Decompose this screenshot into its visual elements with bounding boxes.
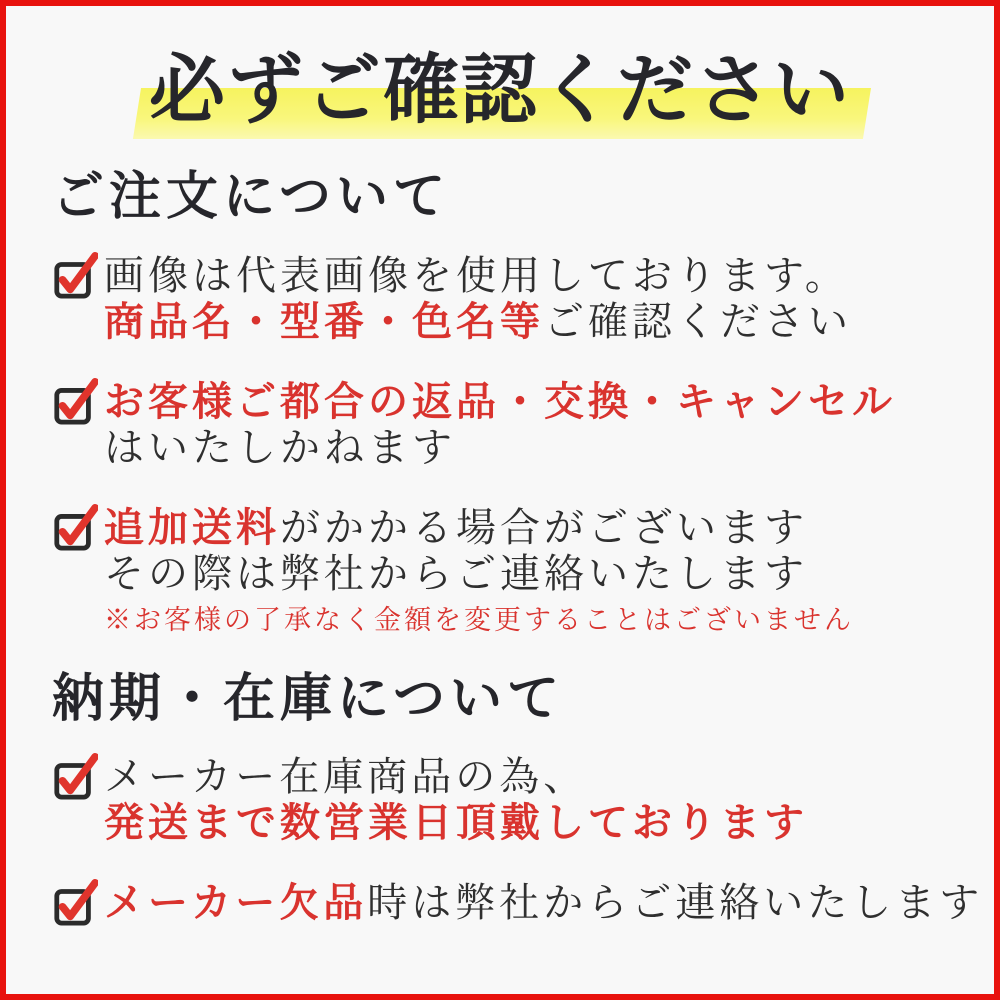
- text-segment-black: 画像は代表画像を使用しております。: [104, 252, 849, 298]
- item-line: [104, 800, 994, 846]
- checklist-item: [52, 253, 994, 345]
- item-line: [104, 754, 994, 800]
- item-line: [104, 551, 994, 597]
- text-segment-red: 発送まで数営業日頂戴しております: [104, 799, 808, 845]
- text-segment-red: 追加送料: [104, 504, 280, 550]
- text-segment-black: メーカー在庫商品の為、: [104, 753, 588, 799]
- checked-checkbox-icon: [52, 250, 98, 305]
- checklist-item: [52, 880, 994, 932]
- text-segment-red: メーカー欠品: [104, 879, 368, 925]
- item-text: [104, 379, 994, 471]
- page-title: [149, 48, 851, 135]
- section-heading-order: ご注文について: [52, 169, 450, 227]
- item-line: [104, 505, 994, 551]
- checklist-item: [52, 379, 994, 471]
- text-segment-black: その際は弊社からご連絡いたします: [104, 550, 808, 596]
- text-segment-black: ご確認ください: [544, 298, 852, 344]
- checked-checkbox-icon: [52, 502, 98, 557]
- checklist-item: [52, 505, 994, 637]
- text-segment-red: 商品名・型番・色名等: [104, 298, 544, 344]
- sections-container: [6, 169, 994, 931]
- item-line: [104, 253, 994, 299]
- section-order: [52, 169, 994, 636]
- page-title-text: 必ずご確認ください: [149, 49, 851, 133]
- text-segment-red-small: ※お客様の了承なく金額を変更することはございません: [104, 604, 854, 635]
- item-line: [104, 379, 994, 425]
- text-segment-black: はいたしかねます: [104, 424, 456, 470]
- section-heading-stock: 納期・在庫について: [52, 670, 564, 728]
- item-line: [104, 299, 994, 345]
- checklist-item: [52, 754, 994, 846]
- item-text: [104, 880, 994, 926]
- section-stock: [52, 671, 994, 932]
- title-banner: [6, 6, 994, 135]
- text-segment-red: お客様ご都合の返品・交換・キャンセル: [104, 378, 896, 424]
- text-segment-black: がかかる場合がございます: [280, 504, 808, 550]
- checked-checkbox-icon: [52, 751, 98, 806]
- checked-checkbox-icon: [52, 877, 98, 932]
- item-line: [104, 880, 994, 926]
- item-line: [104, 425, 994, 471]
- item-line: [104, 603, 994, 637]
- item-text: [104, 505, 994, 637]
- text-segment-black: 時は弊社からご連絡いたします: [367, 879, 984, 925]
- item-text: [104, 754, 994, 846]
- checked-checkbox-icon: [52, 376, 98, 431]
- item-text: [104, 253, 994, 345]
